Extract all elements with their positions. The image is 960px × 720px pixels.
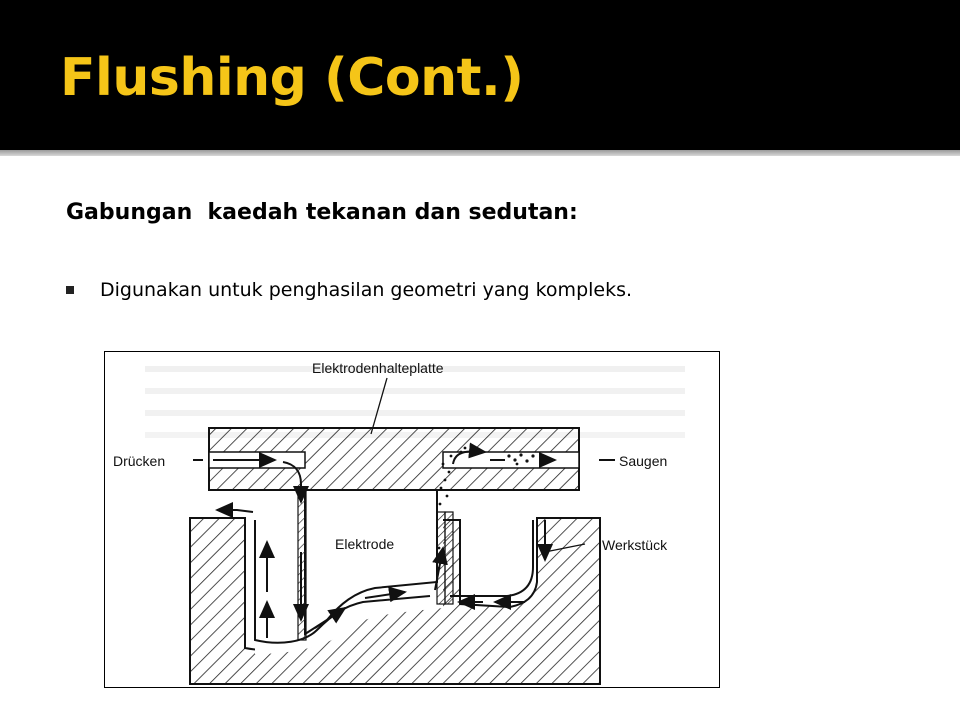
slide-subheading: Gabungan kaedah tekanan dan sedutan: (66, 200, 578, 225)
label-electrode: Elektrode (335, 536, 395, 552)
label-suction: Saugen (619, 453, 668, 469)
square-bullet-icon (66, 286, 74, 294)
title-divider (0, 150, 960, 156)
label-press: Drücken (113, 453, 166, 469)
bullet-item (66, 279, 632, 301)
bullet-text: Digunakan untuk penghasilan geometri yang kompleks. (100, 279, 633, 301)
label-workpiece: Werkstück (602, 537, 668, 553)
title-bar (0, 0, 960, 150)
flushing-diagram (104, 351, 720, 688)
label-electrode-holder-plate: Elektrodenhalteplatte (312, 360, 444, 376)
flushing-diagram-svg (105, 352, 719, 687)
slide-title: Flushing (Cont.) (60, 48, 524, 108)
